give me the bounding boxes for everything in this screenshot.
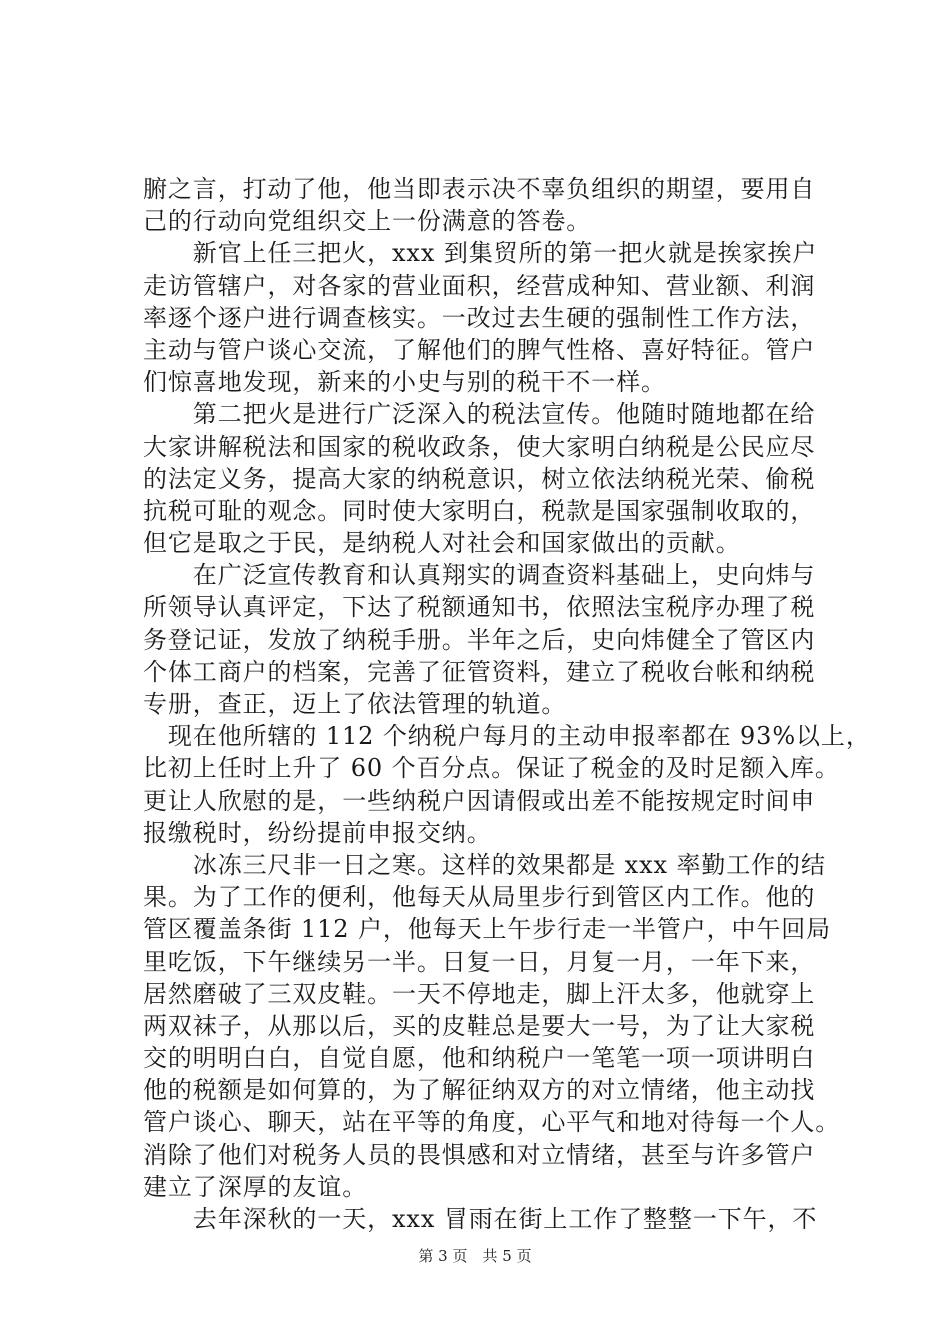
text-line: 建立了深厚的友谊。	[143, 1172, 368, 1201]
text-line: 所领导认真评定，下达了税额通知书，依照法宝税序办理了税	[143, 593, 816, 622]
page-number-label: 第 3 页 共 5 页	[418, 1247, 532, 1265]
text-line: 里吃饭，下午继续另一半。日复一日，月复一月，一年下来，	[143, 947, 816, 976]
page-footer	[0, 1246, 950, 1266]
text-line: 的法定义务，提高大家的纳税意识，树立依法纳税光荣、偷税	[143, 464, 816, 493]
text-line: 个体工商户的档案，完善了征管资料，建立了税收台帐和纳税	[143, 657, 816, 686]
text-line: 走访管辖户，对各家的营业面积，经营成种知、营业额、利润	[143, 271, 816, 300]
text-line: 专册，查正，迈上了依法管理的轨道。	[143, 690, 567, 718]
text-line: 己的行动向党组织交上一份满意的答卷。	[143, 207, 592, 236]
text-line: 交的明明白白，自觉自愿，他和纳税户一笔笔一项一项讲明白	[143, 1044, 816, 1073]
text-line: 去年深秋的一天，xxx 冒雨在街上工作了整整一下午，不	[143, 1205, 818, 1233]
text-line: 更让人欣慰的是，一些纳税户因请假或出差不能按规定时间申	[143, 786, 816, 815]
text-line: 管户谈心、聊天，站在平等的角度，心平气和地对待每一个人。	[143, 1108, 841, 1137]
text-line: 在广泛宣传教育和认真翔实的调查资料基础上，史向炜与	[143, 561, 816, 590]
text-line: 果。为了工作的便利，他每天从局里步行到管区内工作。他的	[143, 883, 816, 912]
text-line: 务登记证，发放了纳税手册。半年之后，史向炜健全了管区内	[143, 625, 816, 654]
text-line: 冰冻三尺非一日之寒。这样的效果都是 xxx 率勤工作的结	[143, 850, 826, 879]
text-line: 第二把火是进行广泛深入的税法宣传。他随时随地都在给	[143, 400, 816, 429]
text-line: 率逐个逐户进行调查核实。一改过去生硬的强制性工作方法，	[143, 303, 816, 332]
text-line: 腑之言，打动了他，他当即表示决不辜负组织的期望，要用自	[143, 175, 816, 203]
text-line: 抗税可耻的观念。同时使大家明白，税款是国家强制收取的，	[143, 496, 816, 525]
text-line: 但它是取之于民，是纳税人对社会和国家做出的贡献。	[143, 529, 741, 558]
text-line: 们惊喜地发现，新来的小史与别的税干不一样。	[143, 368, 666, 397]
text-line: 报缴税时，纷纷提前申报交纳。	[143, 818, 492, 847]
text-line: 主动与管户谈心交流，了解他们的脾气性格、喜好特征。管户	[143, 335, 816, 364]
text-line: 管区覆盖条街 112 户，他每天上午步行走一半管户，中午回局	[143, 915, 832, 944]
text-line: 比初上任时上升了 60 个百分点。保证了税金的及时足额入库。	[143, 754, 840, 783]
text-line: 现在他所辖的 112 个纳税户每月的主动申报率都在 93%以上，	[143, 722, 871, 751]
text-line: 消除了他们对税务人员的畏惧感和对立情绪，甚至与许多管户	[143, 1140, 816, 1169]
text-line: 居然磨破了三双皮鞋。一天不停地走，脚上汗太多，他就穿上	[143, 979, 816, 1008]
text-line: 大家讲解税法和国家的税收政条，使大家明白纳税是公民应尽	[143, 432, 816, 461]
body-text	[143, 173, 871, 1235]
text-line: 他的税额是如何算的，为了解征纳双方的对立情绪，他主动找	[143, 1076, 816, 1105]
text-line: 新官上任三把火，xxx 到集贸所的第一把火就是挨家挨户	[143, 239, 818, 268]
text-line: 两双袜子，从那以后，买的皮鞋总是要大一号，为了让大家税	[143, 1011, 816, 1040]
